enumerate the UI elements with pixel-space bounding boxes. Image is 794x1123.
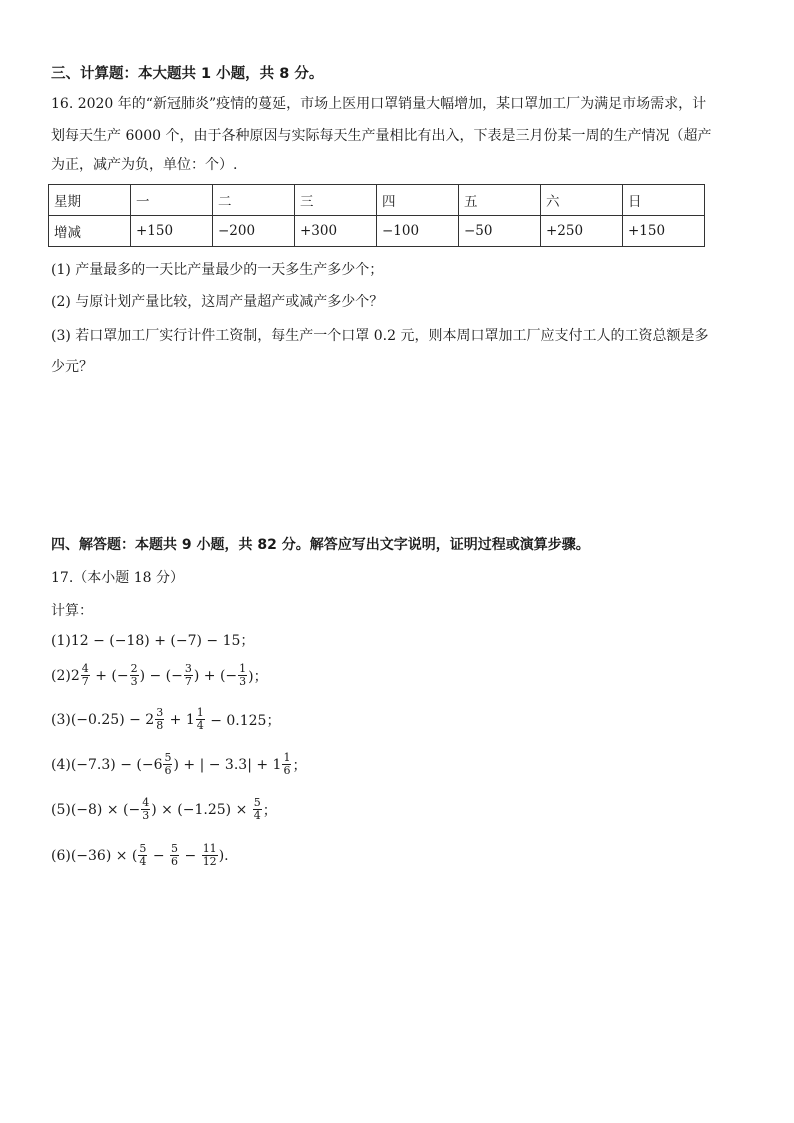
expression-text: (3)(−0.25) − 2 [51,711,155,728]
fraction [282,752,291,777]
denominator: 7 [184,675,192,688]
numerator: 5 [139,842,147,855]
expression-text: ； [262,802,277,819]
fraction [155,707,164,732]
expression-text: + (− [90,667,129,684]
expression-text: (6)(−36) × ( [51,847,138,864]
section-3-heading: 三、计算题：本大题共 1 小题，共 8 分。 [51,66,324,82]
q16-sub-1: (1) 产量最多的一天比产量最少的一天多生产多少个； [51,262,384,278]
q16-line-1: 16. 2020 年的“新冠肺炎”疫情的蔓延，市场上医用口罩销量大幅增加，某口罩加工厂为满足市场需求，计 [51,96,707,112]
table-cell: 日 [623,185,705,216]
table-cell: +150 [623,216,705,247]
expression-text: (4)(−7.3) − (−6 [51,756,163,773]
denominator: 7 [81,675,89,688]
numerator: 1 [239,662,247,675]
fraction [202,843,218,868]
denominator: 4 [139,855,147,868]
expression-text: ). [218,847,229,864]
numerator: 5 [164,751,172,764]
table-cell: 六 [541,185,623,216]
fraction [138,843,147,868]
expression-text: ； [292,757,307,774]
fraction [238,663,247,688]
expression-text: ) − (− [139,667,183,684]
numerator: 5 [171,842,179,855]
table-row [49,216,705,247]
calc-item-3 [51,707,280,732]
expression-text: − [180,847,201,864]
table-cell: −100 [377,216,459,247]
fraction [141,797,150,822]
table-cell: 星期 [49,185,131,216]
fraction [81,663,90,688]
q16-sub-3-line-2: 少元？ [51,359,93,375]
expression-text: ) × (−1.25) × [151,801,252,818]
denominator: 4 [196,719,204,732]
fraction [130,663,139,688]
numerator: 4 [142,796,150,809]
expression-text: (5)(−8) × (− [51,801,141,818]
q17-title: 17.（本小题 18 分） [51,570,184,586]
calc-item-1 [51,630,254,650]
expression-text: (1)12 − (−18) + (−7) − 15； [51,633,255,649]
q16-line-3: 为正，减产为负，单位：个）. [51,157,238,173]
calc-item-6 [51,843,229,868]
q16-line-2: 划每天生产 6000 个，由于各种原因与实际每天生产量相比有出入，下表是三月份某一周的生产情况（超产 [51,128,712,144]
numerator: 3 [156,706,164,719]
fraction [196,707,205,732]
numerator: 5 [253,796,261,809]
section-4-heading: 四、解答题：本题共 9 小题，共 82 分。解答应写出文字说明，证明过程或演算步骤。 [51,537,590,553]
fraction [170,843,179,868]
denominator: 3 [130,675,138,688]
table-cell: 二 [213,185,295,216]
numerator: 2 [130,662,138,675]
denominator: 3 [142,809,150,822]
table-cell: 五 [459,185,541,216]
denominator: 12 [202,855,217,868]
denominator: 4 [253,809,261,822]
denominator: 3 [239,675,247,688]
expression-text: ) + (− [193,667,238,684]
fraction [184,663,193,688]
calc-label: 计算： [51,603,93,619]
numerator: 11 [202,842,217,855]
table-cell: +250 [541,216,623,247]
fraction [253,797,262,822]
table-cell: −50 [459,216,541,247]
table-cell: 一 [131,185,213,216]
fraction [163,752,172,777]
expression-text: − 0.125； [205,712,281,729]
expression-text: (2)2 [51,667,80,684]
expression-text: ) + | − 3.3| + 1 [173,756,282,773]
table-cell: −200 [213,216,295,247]
expression-text: − [148,847,170,864]
numerator: 1 [283,751,291,764]
table-cell: 三 [295,185,377,216]
numerator: 3 [184,662,192,675]
calc-item-4 [51,752,306,777]
denominator: 6 [283,764,291,777]
production-table [48,184,705,247]
numerator: 4 [81,662,89,675]
table-cell: 增减 [49,216,131,247]
numerator: 1 [196,706,204,719]
q16-sub-3-line-1: (3) 若口罩加工厂实行计件工资制，每生产一个口罩 0.2 元，则本周口罩加工厂应支付工人的工资总额是多 [51,328,709,344]
table-cell: +300 [295,216,377,247]
question-16-text [51,88,745,178]
table-header-row [49,185,705,216]
calc-item-2 [51,663,268,688]
expression-text: + 1 [165,711,195,728]
denominator: 6 [164,764,172,777]
denominator: 8 [156,719,164,732]
calc-item-5 [51,797,277,822]
q16-sub-2: (2) 与原计划产量比较，这周产量超产或减产多少个？ [51,294,384,310]
table-cell: 四 [377,185,459,216]
expression-text: )； [248,668,268,685]
denominator: 6 [171,855,179,868]
table-cell: +150 [131,216,213,247]
